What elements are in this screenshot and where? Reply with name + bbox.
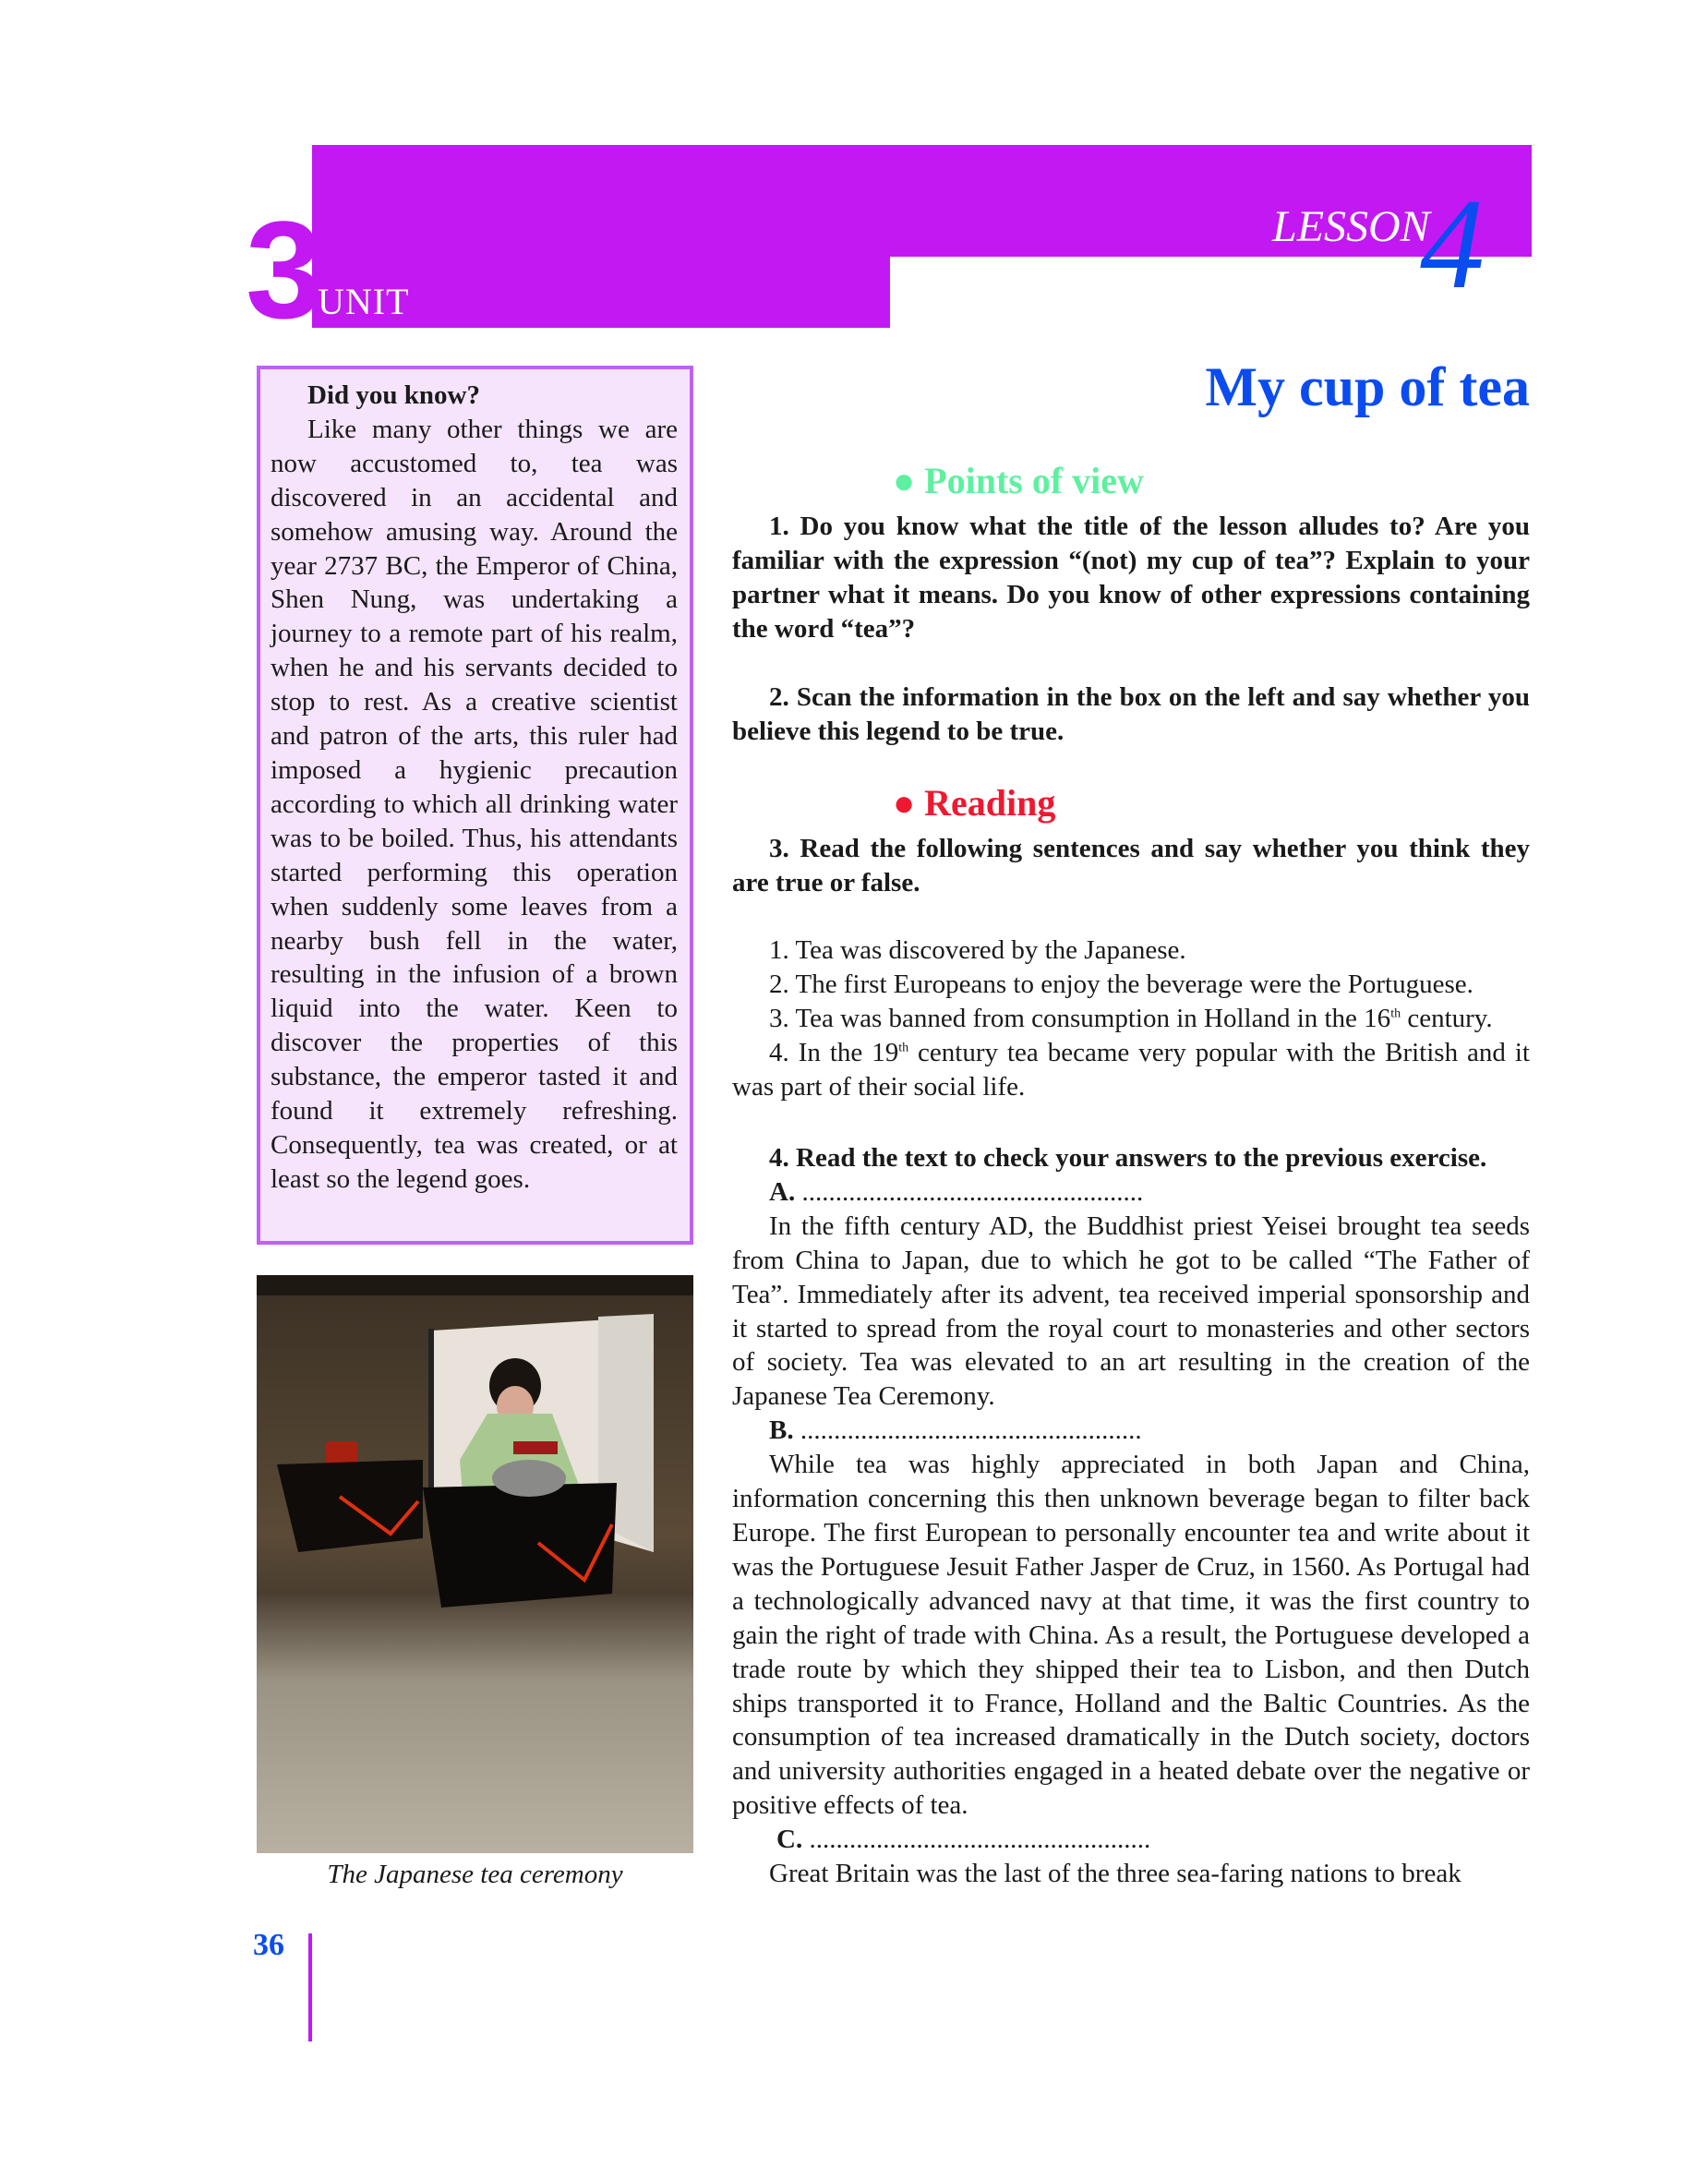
statement-4-b: century tea became very popular with the British and it was part of their social life. (732, 1037, 1530, 1102)
tea-ceremony-illustration (257, 1275, 693, 1853)
question-4-text: 4. Read the text to check your answers to the previous exercise. (769, 1143, 1487, 1173)
paragraph-c-label: C. (776, 1825, 803, 1855)
did-you-know-content (271, 379, 678, 1197)
question-3-text: 3. Read the following sentences and say whether you think they are true or false. (732, 834, 1530, 897)
lesson-number: 4 (1420, 173, 1485, 316)
paragraph-c-blank: ................................................... (809, 1825, 1151, 1855)
statement-3-a: 3. Tea was banned from consumption in Holland in the 16 (769, 1003, 1391, 1033)
page-number-rule (308, 1933, 312, 2041)
page-number: 36 (253, 1928, 284, 1962)
statement-4-a: 4. In the 19 (769, 1037, 899, 1067)
question-1 (732, 510, 1530, 646)
did-you-know-text: Like many other things we are now accustomed to, tea was discovered in an accidental and somehow amusing way. Around the year 2737 BC, the Emperor of China, Shen Nung, was undertaking a journey to a remote part of his realm, when he and his servants decided to stop to rest. As a creative scientist and patron of the arts, this ruler had imposed a hygienic precaution according to which all drinking water was to be boiled. Thus, his attendants started performing this operation when suddenly some leaves from a nearby bush fell in the water, resulting in the infusion of a brown liquid into the water. Keen to discover the properties of this substance, the emperor tasted it and found it extremely refreshing. Consequently, tea was created, or at least so the legend goes. (271, 414, 678, 1194)
paragraph-c: Great Britain was the last of the three sea-faring nations to break (769, 1859, 1461, 1889)
paragraph-a-blank: ................................................... (801, 1176, 1144, 1207)
unit-label: UNIT (318, 281, 410, 322)
question-2-text: 2. Scan the information in the box on the left and say whether you believe this legend to be true. (732, 682, 1530, 746)
paragraph-b: While tea was highly appreciated in both Japan and China, information concerning this then unknown beverage began to filter back Europe. The first European to personally encounter tea and write about it was the Portuguese Jesuit Father Jasper de Cruz, in 1560. As Portugal had a technologically advanced navy at that time, it was the first country to gain the right of trade with China. As a result, the Portuguese developed a trade route by which they shipped their tea to Lisbon, and then Dutch ships transported it to France, Holland and the Baltic Countries. As the consumption of tea increased dramatically in the Dutch society, doctors and university authorities engaged in a heated debate over the negative or positive effects of tea. (732, 1450, 1530, 1821)
lesson-label: LESSON (1272, 202, 1430, 251)
reading-text (732, 1141, 1530, 1891)
paragraph-b-heading (732, 1414, 1530, 1448)
statement-3-b: century. (1401, 1003, 1493, 1033)
paragraph-a-label: A. (769, 1176, 796, 1207)
statement-1: 1. Tea was discovered by the Japanese. (769, 935, 1186, 965)
section-reading: ● Reading (893, 782, 1056, 824)
paragraph-b-blank: ................................................... (800, 1415, 1142, 1446)
statement-4 (732, 1036, 1530, 1104)
statement-2: 2. The first Europeans to enjoy the beverage were the Portuguese. (769, 969, 1473, 999)
question-3 (732, 832, 1530, 900)
question-1-text: 1. Do you know what the title of the lesson alludes to? Are you familiar with the expression “(not) my cup of tea”? Explain to your partner what it means. Do you know of other expressions containing the word “tea”? (732, 512, 1530, 644)
paragraph-c-heading (732, 1823, 1530, 1857)
paragraph-a: In the fifth century AD, the Buddhist priest Yeisei brought tea seeds from China to Japan, due to which he got to be called “The Father of Tea”. Immediately after its advent, tea received imperial sponsorship and it started to spread from the royal court to monasteries and other sectors of society. Tea was elevated to an art resulting in the creation of the Japanese Tea Ceremony. (732, 1210, 1530, 1412)
page-title: My cup of tea (1205, 356, 1530, 417)
statement-3-sup: th (1390, 1006, 1401, 1021)
statements-list (732, 933, 1530, 1104)
tea-ceremony-photo (257, 1275, 693, 1853)
statement-3 (732, 1002, 1530, 1036)
section-points-of-view: ● Points of view (893, 460, 1144, 501)
did-you-know-heading: Did you know? (307, 380, 480, 410)
paragraph-b-label: B. (769, 1415, 794, 1446)
photo-caption: The Japanese tea ceremony (327, 1860, 623, 1889)
statement-4-sup: th (898, 1041, 909, 1055)
question-2 (732, 680, 1530, 749)
unit-number: 3 (246, 192, 323, 347)
paragraph-a-heading (732, 1175, 1530, 1210)
